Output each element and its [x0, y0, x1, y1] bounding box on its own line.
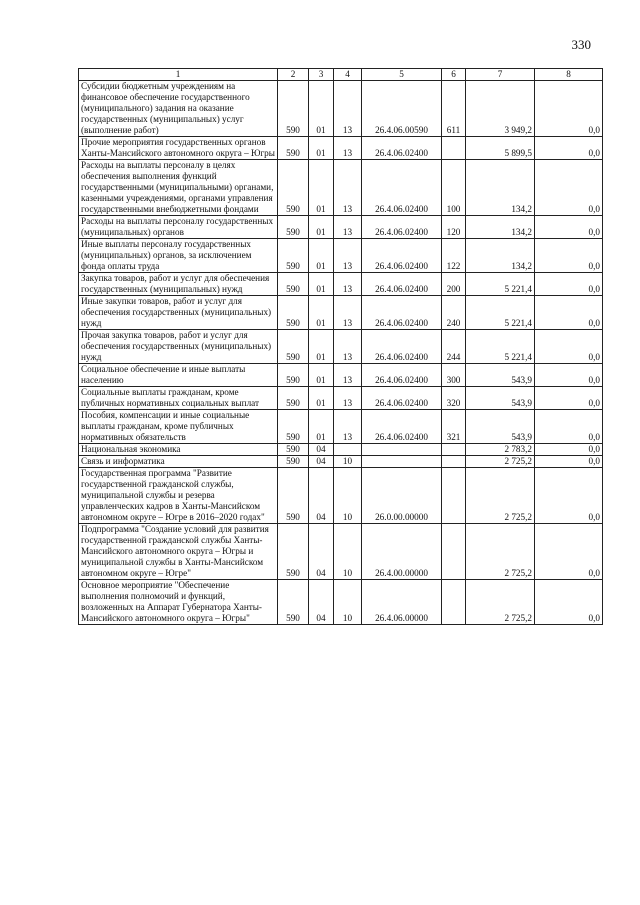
row-code-section: 01	[309, 81, 334, 137]
row-amount-2: 0,0	[535, 364, 603, 387]
row-amount-2: 0,0	[535, 273, 603, 296]
row-name: Прочие мероприятия государственных органов Ханты-Мансийского автономного округа – Югры	[79, 137, 278, 160]
row-code-target: 26.4.06.02400	[362, 137, 442, 160]
row-amount: 5 899,5	[466, 137, 535, 160]
row-amount-2: 0,0	[535, 216, 603, 239]
budget-table	[78, 68, 603, 625]
row-code-subsection: 10	[334, 524, 362, 580]
row-code-expense-type	[442, 137, 466, 160]
row-code-ministry: 590	[278, 364, 309, 387]
row-amount: 2 725,2	[466, 524, 535, 580]
row-name: Государственная программа "Развитие государственной гражданской службы, муниципальной службы и резерва управленческих кадров в Ханты-Мансийском автономном округе – Югре в 2016–2020 годах"	[79, 468, 278, 524]
row-code-ministry: 590	[278, 137, 309, 160]
page-number: 330	[571, 37, 591, 52]
table-row	[79, 387, 603, 410]
row-code-subsection: 13	[334, 364, 362, 387]
row-name: Пособия, компенсации и иные социальные выплаты гражданам, кроме публичных нормативных обязательств	[79, 410, 278, 444]
row-code-ministry: 590	[278, 580, 309, 625]
row-code-ministry: 590	[278, 81, 309, 137]
table-row	[79, 580, 603, 625]
row-code-section: 01	[309, 216, 334, 239]
row-amount: 543,9	[466, 387, 535, 410]
row-code-target: 26.4.06.02400	[362, 387, 442, 410]
row-name: Иные выплаты персоналу государственных (муниципальных) органов, за исключением фонда оплаты труда	[79, 239, 278, 273]
row-code-target: 26.4.00.00000	[362, 524, 442, 580]
row-amount-2: 0,0	[535, 137, 603, 160]
row-code-ministry: 590	[278, 296, 309, 330]
column-header: 8	[535, 69, 603, 81]
row-code-subsection: 13	[334, 216, 362, 239]
column-header: 5	[362, 69, 442, 81]
row-code-section: 01	[309, 296, 334, 330]
row-code-section: 04	[309, 456, 334, 468]
row-amount-2: 0,0	[535, 444, 603, 456]
table-header-row	[79, 69, 603, 81]
row-code-expense-type	[442, 444, 466, 456]
row-amount-2: 0,0	[535, 410, 603, 444]
table-row	[79, 296, 603, 330]
table-row	[79, 410, 603, 444]
row-code-ministry: 590	[278, 456, 309, 468]
row-code-expense-type: 122	[442, 239, 466, 273]
row-code-section: 01	[309, 239, 334, 273]
row-code-expense-type: 240	[442, 296, 466, 330]
row-code-target: 26.4.06.02400	[362, 410, 442, 444]
row-code-section: 04	[309, 524, 334, 580]
row-code-subsection	[334, 444, 362, 456]
row-code-target: 26.4.06.02400	[362, 330, 442, 364]
row-code-target: 26.4.06.02400	[362, 160, 442, 216]
row-code-target: 26.4.06.02400	[362, 239, 442, 273]
row-code-section: 01	[309, 137, 334, 160]
row-code-target: 26.4.06.00590	[362, 81, 442, 137]
row-name: Расходы на выплаты персоналу государственных (муниципальных) органов	[79, 216, 278, 239]
table-row	[79, 444, 603, 456]
row-code-ministry: 590	[278, 410, 309, 444]
row-amount: 543,9	[466, 364, 535, 387]
table-row	[79, 330, 603, 364]
column-header: 1	[79, 69, 278, 81]
row-name: Закупка товаров, работ и услуг для обеспечения государственных (муниципальных) нужд	[79, 273, 278, 296]
row-code-subsection: 13	[334, 410, 362, 444]
row-code-expense-type: 321	[442, 410, 466, 444]
table-row	[79, 273, 603, 296]
row-code-expense-type: 120	[442, 216, 466, 239]
row-code-target	[362, 444, 442, 456]
row-code-ministry: 590	[278, 160, 309, 216]
row-code-subsection: 10	[334, 456, 362, 468]
row-code-target: 26.4.06.00000	[362, 580, 442, 625]
row-amount-2: 0,0	[535, 387, 603, 410]
row-amount-2: 0,0	[535, 524, 603, 580]
row-code-expense-type	[442, 468, 466, 524]
row-code-expense-type: 320	[442, 387, 466, 410]
row-code-subsection: 13	[334, 296, 362, 330]
row-amount: 2 725,2	[466, 468, 535, 524]
row-amount-2: 0,0	[535, 296, 603, 330]
row-code-subsection: 13	[334, 387, 362, 410]
row-code-ministry: 590	[278, 524, 309, 580]
table-row	[79, 239, 603, 273]
table-row	[79, 137, 603, 160]
row-amount: 543,9	[466, 410, 535, 444]
row-name: Социальное обеспечение и иные выплаты населению	[79, 364, 278, 387]
row-name: Иные закупки товаров, работ и услуг для обеспечения государственных (муниципальных) нужд	[79, 296, 278, 330]
table-row	[79, 160, 603, 216]
row-code-target: 26.4.06.02400	[362, 364, 442, 387]
row-amount-2: 0,0	[535, 580, 603, 625]
row-name: Социальные выплаты гражданам, кроме публичных нормативных социальных выплат	[79, 387, 278, 410]
table-row	[79, 81, 603, 137]
row-amount: 134,2	[466, 239, 535, 273]
row-code-subsection: 13	[334, 273, 362, 296]
row-code-target	[362, 456, 442, 468]
row-code-ministry: 590	[278, 468, 309, 524]
row-code-expense-type	[442, 456, 466, 468]
row-code-ministry: 590	[278, 273, 309, 296]
row-amount-2: 0,0	[535, 468, 603, 524]
row-amount: 2 725,2	[466, 580, 535, 625]
table-row	[79, 364, 603, 387]
row-code-target: 26.4.06.02400	[362, 273, 442, 296]
row-amount: 5 221,4	[466, 296, 535, 330]
row-amount: 134,2	[466, 216, 535, 239]
table-row	[79, 468, 603, 524]
row-code-target: 26.4.06.02400	[362, 216, 442, 239]
column-header: 3	[309, 69, 334, 81]
row-amount: 5 221,4	[466, 273, 535, 296]
row-name: Субсидии бюджетным учреждениям на финансовое обеспечение государственного (муниципального) задания на оказание государственных (муниципальных) услуг (выполнение работ)	[79, 81, 278, 137]
row-code-section: 04	[309, 468, 334, 524]
row-amount-2: 0,0	[535, 239, 603, 273]
row-name: Расходы на выплаты персоналу в целях обеспечения выполнения функций государственными (муниципальными) органами, казенными учреждениями, органами управления государственными внебюджетными фондами	[79, 160, 278, 216]
row-code-ministry: 590	[278, 444, 309, 456]
row-code-expense-type: 300	[442, 364, 466, 387]
row-code-subsection: 10	[334, 468, 362, 524]
row-code-subsection: 13	[334, 137, 362, 160]
row-name: Национальная экономика	[79, 444, 278, 456]
row-code-section: 01	[309, 410, 334, 444]
table-row	[79, 216, 603, 239]
row-code-subsection: 13	[334, 239, 362, 273]
row-amount: 2 783,2	[466, 444, 535, 456]
row-code-expense-type: 200	[442, 273, 466, 296]
row-code-section: 01	[309, 364, 334, 387]
row-code-expense-type	[442, 524, 466, 580]
row-name: Подпрограмма "Создание условий для развития государственной гражданской службы Ханты-Мансийского автономного округа – Югры и муниципальной службы в Ханты-Мансийском автономном округе – Югре"	[79, 524, 278, 580]
row-code-ministry: 590	[278, 330, 309, 364]
row-code-subsection: 10	[334, 580, 362, 625]
row-code-expense-type: 611	[442, 81, 466, 137]
row-amount: 2 725,2	[466, 456, 535, 468]
row-code-section: 04	[309, 444, 334, 456]
row-name: Прочая закупка товаров, работ и услуг для обеспечения государственных (муниципальных) нужд	[79, 330, 278, 364]
row-code-subsection: 13	[334, 160, 362, 216]
row-code-expense-type: 100	[442, 160, 466, 216]
row-code-subsection: 13	[334, 330, 362, 364]
column-header: 7	[466, 69, 535, 81]
row-code-target: 26.4.06.02400	[362, 296, 442, 330]
row-code-section: 01	[309, 330, 334, 364]
row-name: Основное мероприятие "Обеспечение выполнения полномочий и функций, возложенных на Аппарат Губернатора Ханты-Мансийского автономного округа – Югры"	[79, 580, 278, 625]
row-code-subsection: 13	[334, 81, 362, 137]
row-amount-2: 0,0	[535, 456, 603, 468]
row-amount-2: 0,0	[535, 160, 603, 216]
row-code-expense-type	[442, 580, 466, 625]
row-code-section: 01	[309, 160, 334, 216]
row-amount: 5 221,4	[466, 330, 535, 364]
column-header: 2	[278, 69, 309, 81]
row-code-ministry: 590	[278, 239, 309, 273]
row-name: Связь и информатика	[79, 456, 278, 468]
column-header: 6	[442, 69, 466, 81]
table-row	[79, 456, 603, 468]
row-code-section: 01	[309, 273, 334, 296]
row-amount: 3 949,2	[466, 81, 535, 137]
row-code-section: 01	[309, 387, 334, 410]
table-row	[79, 524, 603, 580]
row-code-section: 04	[309, 580, 334, 625]
row-code-ministry: 590	[278, 216, 309, 239]
row-amount-2: 0,0	[535, 330, 603, 364]
row-code-expense-type: 244	[442, 330, 466, 364]
row-amount-2: 0,0	[535, 81, 603, 137]
column-header: 4	[334, 69, 362, 81]
row-code-ministry: 590	[278, 387, 309, 410]
row-amount: 134,2	[466, 160, 535, 216]
row-code-target: 26.0.00.00000	[362, 468, 442, 524]
